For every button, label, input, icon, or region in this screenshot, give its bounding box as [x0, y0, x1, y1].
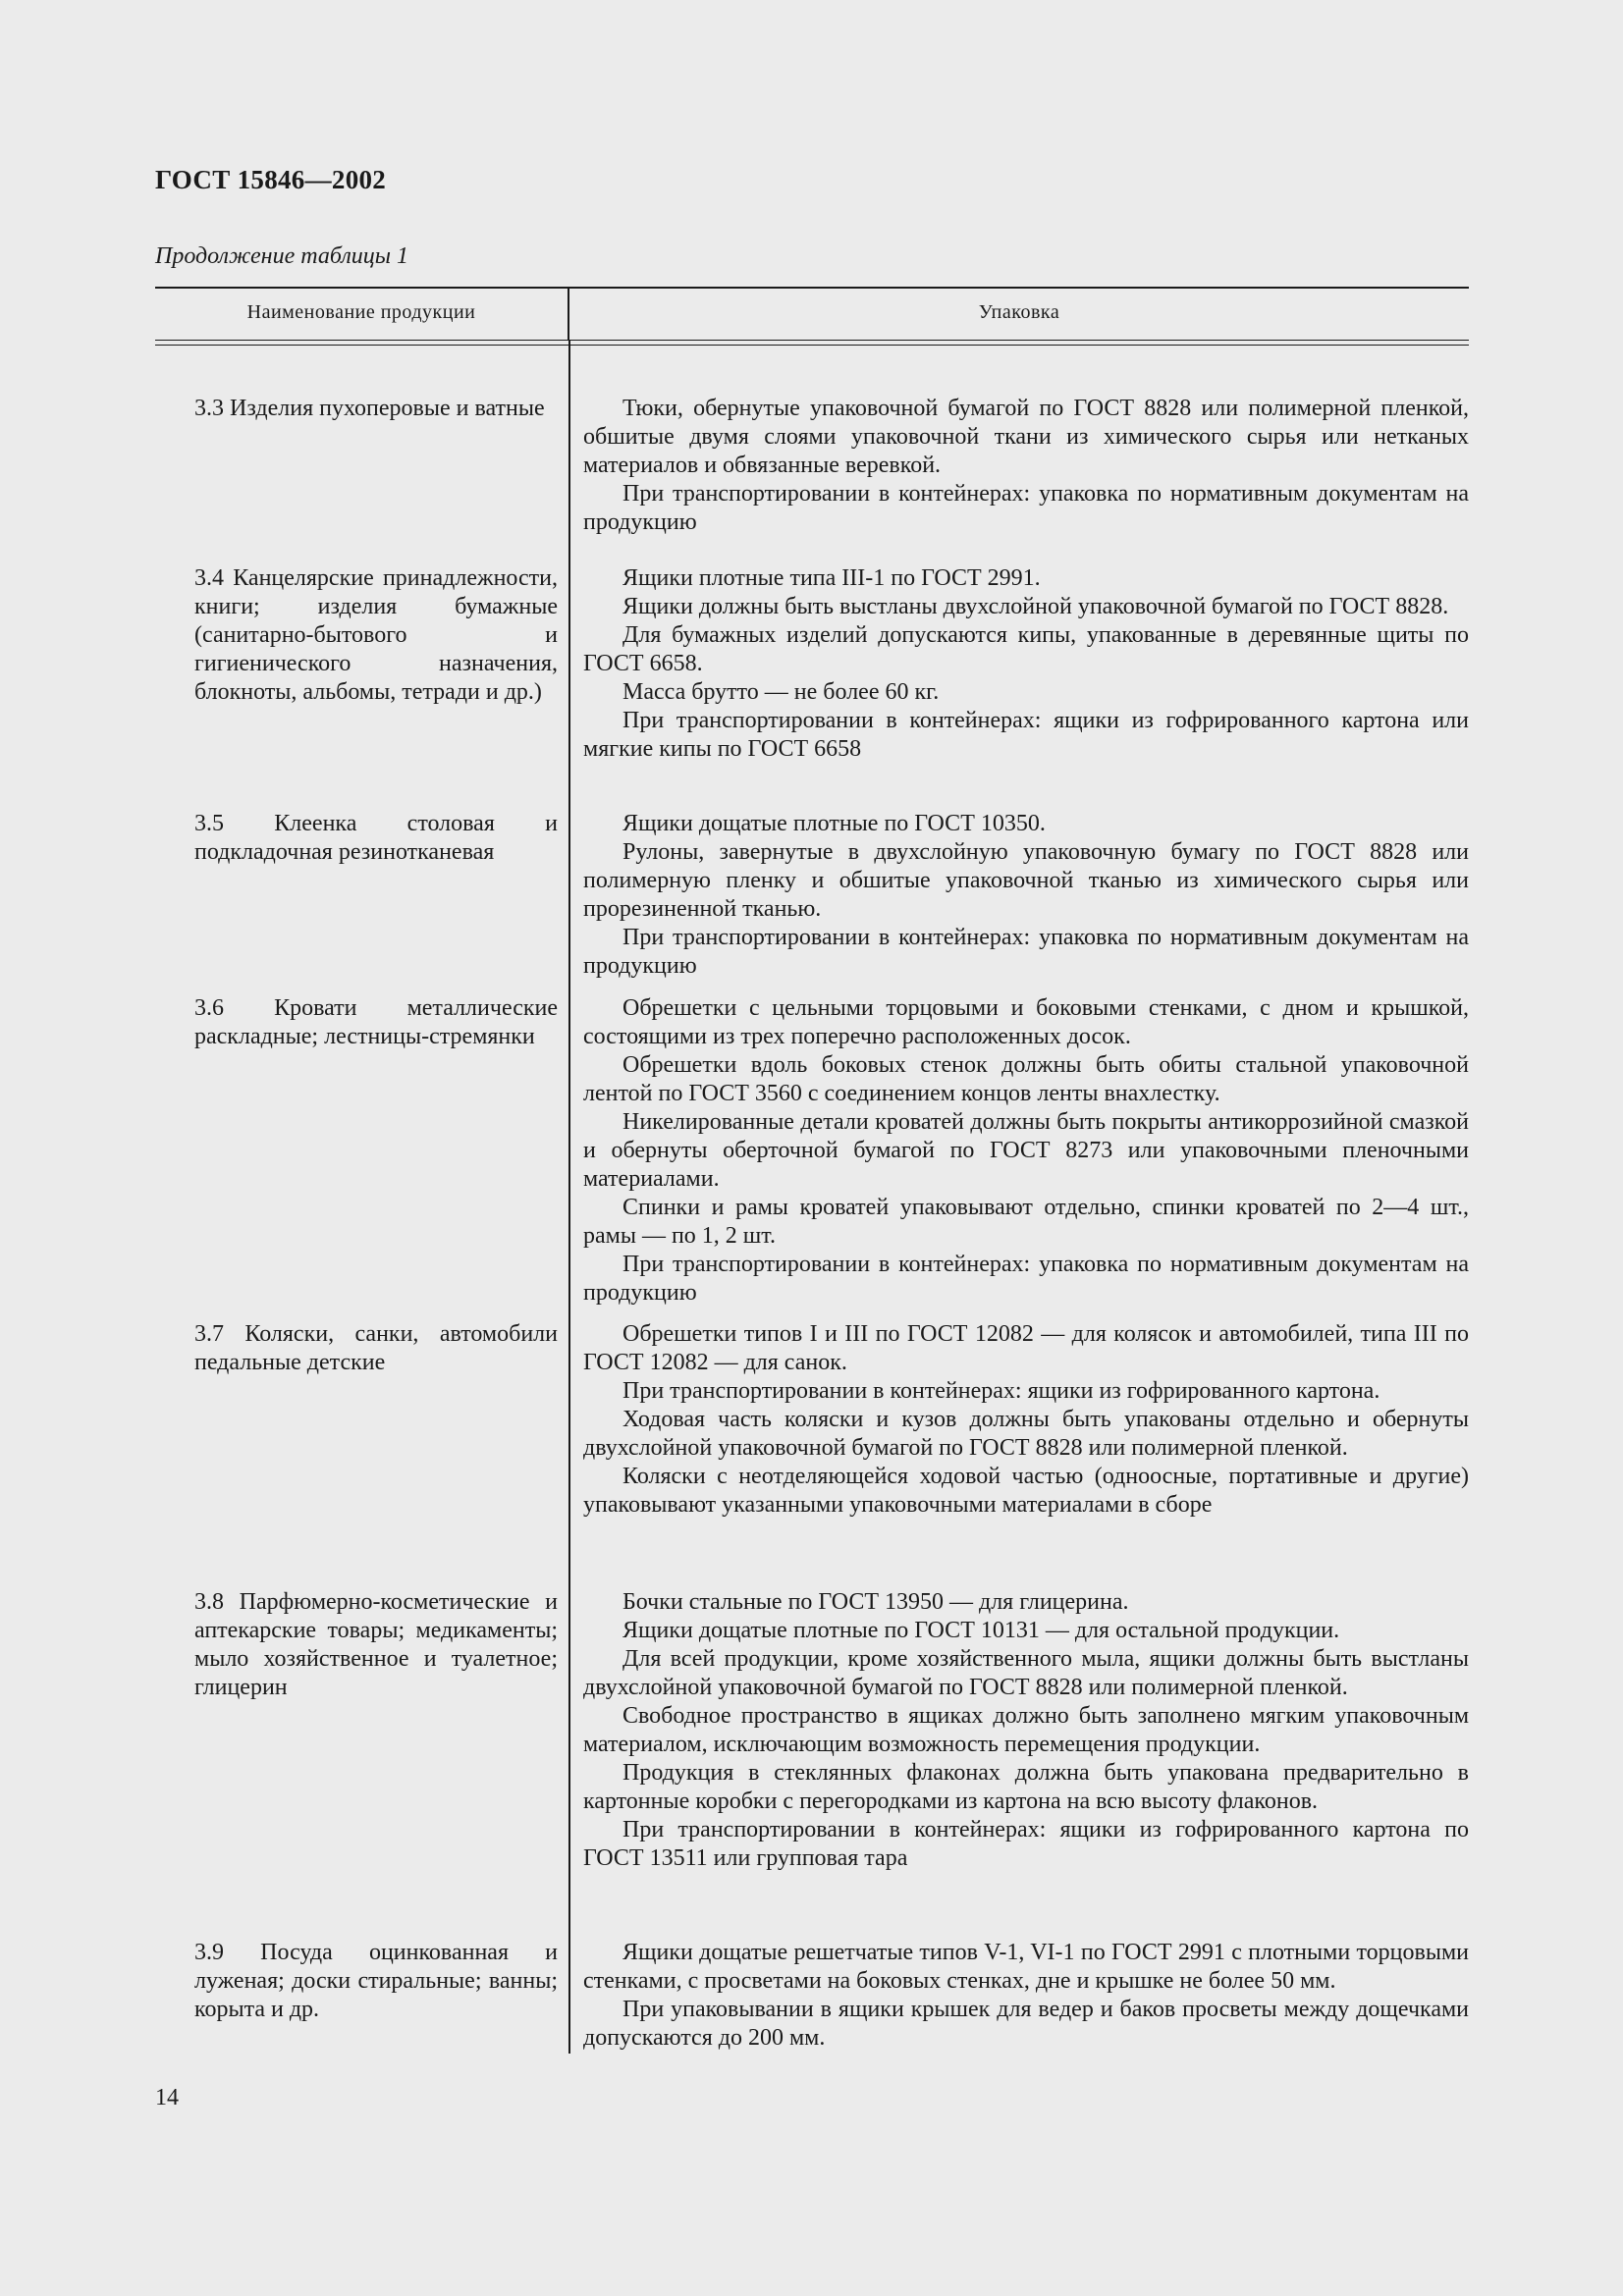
product-cell: [155, 1588, 569, 1873]
packaging-text: Обрешетки типов I и III по ГОСТ 12082 — для колясок и автомобилей, типа III по ГОСТ 12082 — для санок.: [583, 1321, 1469, 1375]
product-name: 3.9 Посуда оцинкованная и луженая; доски стиральные; ванны; корыта и др.: [194, 1940, 558, 2022]
packaging-text: Обрешетки с цельными торцовыми и боковыми стенками, с дном и крышкой, состоящими из трех поперечно расположенных досок.: [583, 995, 1469, 1049]
packaging-cell: [569, 564, 1469, 764]
packaging-text: Обрешетки вдоль боковых стенок должны быть обиты стальной упаковочной лентой по ГОСТ 3560 с соединением концов ленты внахлестку.: [583, 1052, 1469, 1106]
packaging-text: Масса брутто — не более 60 кг.: [622, 679, 940, 705]
packaging-text: Продукция в стеклянных флаконах должна быть упакована предварительно в картонные коробки с перегородками из картона на всю высоту флаконов.: [583, 1760, 1469, 1814]
table-row: [155, 1320, 1469, 1520]
table-row: [155, 564, 1469, 764]
document-id: ГОСТ 15846—2002: [155, 165, 387, 194]
packaging-text: Рулоны, завернутые в двухслойную упаковочную бумагу по ГОСТ 8828 или полимерную пленку и обшитые упаковочной тканью из химического сырья или прорезиненной тканью.: [583, 839, 1469, 922]
product-name: 3.7 Коляски, санки, автомобили педальные детские: [194, 1321, 558, 1375]
table-row: [155, 395, 1469, 537]
table-body: [155, 346, 1469, 2054]
packaging-text: При транспортировании в контейнерах: ящики из гофрированного картона или мягкие кипы по ГОСТ 6658: [583, 708, 1469, 762]
table-caption: Продолжение таблицы 1: [155, 243, 409, 269]
table-row: [155, 1939, 1469, 2053]
packaging-text: Ходовая часть коляски и кузов должны быть упакованы отдельно и обернуты двухслойной упаковочной бумагой по ГОСТ 8828 или полимерной пленкой.: [583, 1407, 1469, 1461]
packaging-table: [155, 287, 1469, 2054]
table-row: [155, 1588, 1469, 1873]
packaging-cell: [569, 994, 1469, 1308]
product-cell: [155, 994, 569, 1308]
packaging-text: При транспортировании в контейнерах: ящики из гофрированного картона по ГОСТ 13511 или групповая тара: [583, 1817, 1469, 1871]
product-name: 3.4 Канцелярские принадлежности, книги; изделия бумажные (санитарно-бытового и гигиенического назначения, блокноты, альбомы, тетради и др.): [194, 565, 558, 705]
product-name: 3.8 Парфюмерно-косметические и аптекарские товары; медикаменты; мыло хозяйственное и туалетное; глицерин: [194, 1589, 558, 1700]
product-name: 3.5 Клеенка столовая и подкладочная резинотканевая: [194, 811, 558, 865]
packaging-cell: [569, 1588, 1469, 1873]
packaging-text: Для бумажных изделий допускаются кипы, упакованные в деревянные щиты по ГОСТ 6658.: [583, 622, 1469, 676]
packaging-text: Коляски с неотделяющейся ходовой частью (одноосные, портативные и другие) упаковывают указанными упаковочными материалами в сборе: [583, 1464, 1469, 1518]
table-header: [155, 287, 1469, 340]
product-name: 3.3 Изделия пухоперовые и ватные: [194, 396, 545, 421]
packaging-text: При транспортировании в контейнерах: ящики из гофрированного картона.: [622, 1378, 1380, 1404]
packaging-text: Ящики дощатые плотные по ГОСТ 10350.: [622, 811, 1046, 836]
packaging-text: Ящики дощатые плотные по ГОСТ 10131 — для остальной продукции.: [622, 1618, 1340, 1643]
packaging-text: При транспортировании в контейнерах: упаковка по нормативным документам на продукцию: [583, 1252, 1469, 1306]
packaging-text: При транспортировании в контейнерах: упаковка по нормативным документам на продукцию: [583, 925, 1469, 979]
packaging-text: Ящики дощатые решетчатые типов V-1, VI-1 по ГОСТ 2991 с плотными торцовыми стенками, с просветами на боковых стенках, дне и крышке не более 50 мм.: [583, 1940, 1469, 1994]
packaging-cell: [569, 395, 1469, 537]
column-header-packaging: Упаковка: [978, 301, 1060, 323]
product-cell: [155, 1939, 569, 2053]
packaging-text: Для всей продукции, кроме хозяйственного мыла, ящики должны быть выстланы двухслойной упаковочной бумагой по ГОСТ 8828 или полимерной пленкой.: [583, 1646, 1469, 1700]
product-cell: [155, 564, 569, 764]
table-row: [155, 810, 1469, 981]
packaging-cell: [569, 810, 1469, 981]
product-cell: [155, 810, 569, 981]
packaging-text: Ящики должны быть выстланы двухслойной упаковочной бумагой по ГОСТ 8828.: [622, 594, 1449, 619]
packaging-text: При упаковывании в ящики крышек для ведер и баков просветы между дощечками допускаются до 200 мм.: [583, 1997, 1469, 2051]
packaging-text: Тюки, обернутые упаковочной бумагой по ГОСТ 8828 или полимерной пленкой, обшитые двумя слоями упаковочной ткани из химического сырья или нетканых материалов и обвязанные веревкой.: [583, 396, 1469, 478]
packaging-text: Ящики плотные типа III-1 по ГОСТ 2991.: [622, 565, 1041, 591]
packaging-text: Никелированные детали кроватей должны быть покрыты антикоррозийной смазкой и обернуты оберточной бумагой по ГОСТ 8273 или упаковочными пленочными материалами.: [583, 1109, 1469, 1192]
product-name: 3.6 Кровати металлические раскладные; лестницы-стремянки: [194, 995, 558, 1049]
packaging-text: При транспортировании в контейнерах: упаковка по нормативным документам на продукцию: [583, 481, 1469, 535]
packaging-text: Спинки и рамы кроватей упаковывают отдельно, спинки кроватей по 2—4 шт., рамы — по 1, 2 шт.: [583, 1195, 1469, 1249]
packaging-text: Бочки стальные по ГОСТ 13950 — для глицерина.: [622, 1589, 1129, 1615]
page-number: 14: [155, 2085, 179, 2110]
table-row: [155, 994, 1469, 1308]
product-cell: [155, 1320, 569, 1520]
packaging-text: Свободное пространство в ящиках должно быть заполнено мягким упаковочным материалом, исключающим возможность перемещения продукции.: [583, 1703, 1469, 1757]
packaging-cell: [569, 1320, 1469, 1520]
column-header-product: Наименование продукции: [155, 289, 569, 340]
packaging-cell: [569, 1939, 1469, 2053]
product-cell: [155, 395, 569, 537]
